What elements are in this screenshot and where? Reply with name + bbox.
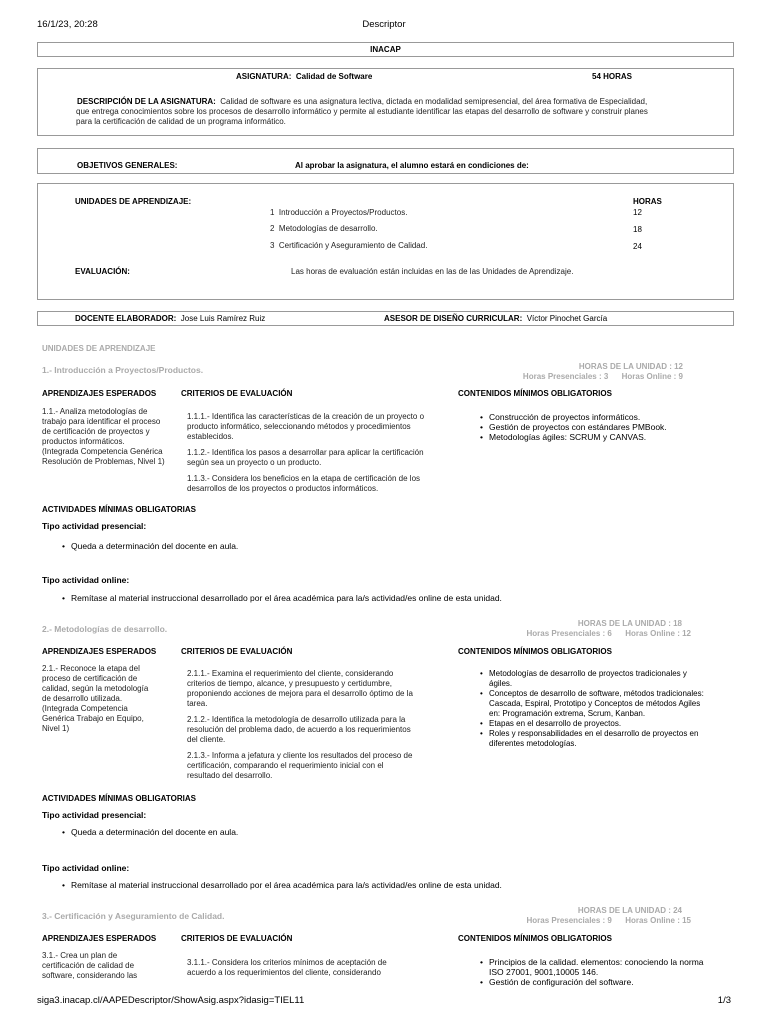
aprendizaje-text: 1.1.- Analiza metodologías de trabajo para identificar el proceso de certificación de proyectos y productos informáticos. (Integrada Competencia Genérica Resolución de Problemas, Nivel 1) (42, 407, 165, 466)
unit-title: 3.- Certificación y Aseguramiento de Calidad. (42, 911, 225, 921)
asignatura-hours: 54 HORAS (592, 72, 633, 81)
contenidos-list (478, 412, 667, 442)
unidad-item: 3 Certificación y Aseguramiento de Calidad. (270, 241, 428, 250)
presencial-label: Tipo actividad presencial: (42, 521, 147, 531)
list-item: • Queda a determinación del docente en aula. (60, 541, 238, 551)
institution-box (37, 42, 734, 57)
online-list (60, 593, 502, 603)
print-page-number: 1/3 (717, 995, 731, 1006)
col-aprendizajes-header: APRENDIZAJES ESPERADOS (42, 647, 157, 656)
contenidos-list (478, 669, 738, 749)
col-contenidos-header: CONTENIDOS MÍNIMOS OBLIGATORIOS (458, 934, 612, 943)
list-item: • Roles y responsabilidades en el desarrollo de proyectos en diferentes metodologías. (478, 729, 738, 749)
docente: DOCENTE ELABORADOR: Jose Luis Ramírez Ruiz (75, 314, 266, 323)
list-item: • Construcción de proyectos informáticos. (478, 412, 667, 422)
criterio-item: 1.1.2.- Identifica los pasos a desarrollar para aplicar la certificación según sea un proyecto o un producto. (187, 448, 424, 467)
unit-hours: HORAS DE LA UNIDAD : 18 Horas Presenciales : 6 Horas Online : 12 (526, 619, 691, 638)
asesor: ASESOR DE DISEÑO CURRICULAR: Víctor Pinochet García (384, 314, 608, 323)
unidad-hours: 24 (633, 242, 642, 251)
col-criterios-header: CRITERIOS DE EVALUACIÓN (181, 389, 293, 398)
criterio-item: 2.1.2.- Identifica la metodología de desarrollo utilizada para la resolución del problema dado, de acuerdo a los requerimientos del cliente. (187, 715, 411, 744)
list-item: • Etapas en el desarrollo de proyectos. (478, 719, 738, 729)
list-item: • Conceptos de desarrollo de software, métodos tradicionales: Cascada, Espiral, Prototipo y Conceptos de métodos Agiles en: Programación extrema, Scrum, Kanban. (478, 689, 738, 719)
unit-hours: HORAS DE LA UNIDAD : 12 Horas Presenciales : 3 Horas Online : 9 (522, 362, 683, 381)
docente-box (37, 311, 734, 326)
presencial-list (60, 827, 238, 837)
asignatura-label: ASIGNATURA: Calidad de Software (236, 72, 373, 81)
unidades-label: UNIDADES DE APRENDIZAJE: (75, 197, 192, 206)
print-title: Descriptor (362, 19, 406, 30)
detail-section-title: UNIDADES DE APRENDIZAJE (42, 344, 156, 353)
online-label: Tipo actividad online: (42, 575, 130, 585)
online-label: Tipo actividad online: (42, 863, 130, 873)
evaluacion-label: EVALUACIÓN: (75, 267, 130, 276)
objetivos-box (37, 148, 734, 174)
list-item: • Metodologías ágiles: SCRUM y CANVAS. (478, 432, 667, 442)
list-item: • Gestión de proyectos con estándares PMBook. (478, 422, 667, 432)
unidad-hours: 18 (633, 225, 642, 234)
aprendizaje-text: 3.1.- Crea un plan de certificación de calidad de software, considerando las (42, 951, 138, 980)
criterio-item: 1.1.1.- Identifica las características de la creación de un proyecto o producto informático, seleccionando métodos y procedimientos establecidos. (187, 412, 425, 441)
list-item: • Remítase al material instruccional desarrollado por el área académica para la/s actividad/es online de esta unidad. (60, 593, 502, 603)
list-item: • Metodologías de desarrollo de proyectos tradicionales y ágiles. (478, 669, 738, 689)
objetivos-text: Al aprobar la asignatura, el alumno estará en condiciones de: (295, 161, 529, 170)
actividades-label: ACTIVIDADES MÍNIMAS OBLIGATORIAS (42, 505, 196, 514)
objetivos-label: OBJETIVOS GENERALES: (77, 161, 178, 170)
col-criterios-header: CRITERIOS DE EVALUACIÓN (181, 934, 293, 943)
list-item: • Queda a determinación del docente en aula. (60, 827, 238, 837)
col-contenidos-header: CONTENIDOS MÍNIMOS OBLIGATORIOS (458, 389, 612, 398)
institution-name: INACAP (370, 45, 401, 54)
list-item: • Remítase al material instruccional desarrollado por el área académica para la/s actividad/es online de esta unidad. (60, 880, 502, 890)
unit-title: 2.- Metodologías de desarrollo. (42, 624, 168, 634)
col-criterios-header: CRITERIOS DE EVALUACIÓN (181, 647, 293, 656)
unidad-hours: 12 (633, 208, 642, 217)
actividades-label: ACTIVIDADES MÍNIMAS OBLIGATORIAS (42, 794, 196, 803)
criterio-item: 3.1.1.- Considera los criterios mínimos de aceptación de acuerdo a los requerimientos del cliente, considerando (187, 958, 387, 977)
print-url: siga3.inacap.cl/AAPEDescriptor/ShowAsig.aspx?idasig=TIEL11 (37, 995, 305, 1006)
descripcion: DESCRIPCIÓN DE LA ASIGNATURA: Calidad de software es una asignatura lectiva, dictada en modalidad semipresencial, del área formativa de Especialidad, que entrega conocimientos sobre los procesos de desarrollo informático y permite al estudiante identificar las etapas del desarrollo de software y construir planes para la certificación de calidad de un programa informático. (76, 97, 648, 126)
contenidos-list (478, 957, 738, 987)
list-item: • Principios de la calidad. elementos: conociendo la norma ISO 27001, 9001,10005 146. (478, 957, 738, 977)
unit-title: 1.- Introducción a Proyectos/Productos. (42, 365, 204, 375)
horas-header: HORAS (633, 197, 662, 206)
criterio-item: 2.1.1.- Examina el requerimiento del cliente, considerando criterios de tiempo, alcance, y presupuesto y certidumbre, proponiendo acciones de mejora para el desarrollo óptimo de la tarea. (187, 669, 413, 708)
criterio-item: 2.1.3.- Informa a jefatura y cliente los resultados del proceso de certificación, comparando el requerimiento inicial con el resultado del desarrollo. (187, 751, 413, 780)
unidades-box (37, 183, 734, 300)
col-contenidos-header: CONTENIDOS MÍNIMOS OBLIGATORIOS (458, 647, 612, 656)
aprendizaje-text: 2.1.- Reconoce la etapa del proceso de certificación de calidad, según la metodología de desarrollo utilizada. (Integrada Competencia Genérica Trabajo en Equipo, Nivel 1) (42, 664, 149, 733)
unit-hours: HORAS DE LA UNIDAD : 24 Horas Presenciales : 9 Horas Online : 15 (526, 906, 691, 925)
print-datetime: 16/1/23, 20:28 (37, 19, 98, 30)
online-list (60, 880, 502, 890)
col-aprendizajes-header: APRENDIZAJES ESPERADOS (42, 934, 157, 943)
evaluacion-text: Las horas de evaluación están incluidas en las de las Unidades de Aprendizaje. (291, 267, 574, 276)
criterio-item: 1.1.3.- Considera los beneficios en la etapa de certificación de los desarrollos de los proyectos o productos informáticos. (187, 474, 421, 493)
asignatura-box (37, 68, 734, 136)
presencial-list (60, 541, 238, 551)
unidad-item: 1 Introducción a Proyectos/Productos. (270, 208, 408, 217)
unidad-item: 2 Metodologías de desarrollo. (270, 224, 378, 233)
col-aprendizajes-header: APRENDIZAJES ESPERADOS (42, 389, 157, 398)
list-item: • Gestión de configuración del software. (478, 977, 738, 987)
presencial-label: Tipo actividad presencial: (42, 810, 147, 820)
